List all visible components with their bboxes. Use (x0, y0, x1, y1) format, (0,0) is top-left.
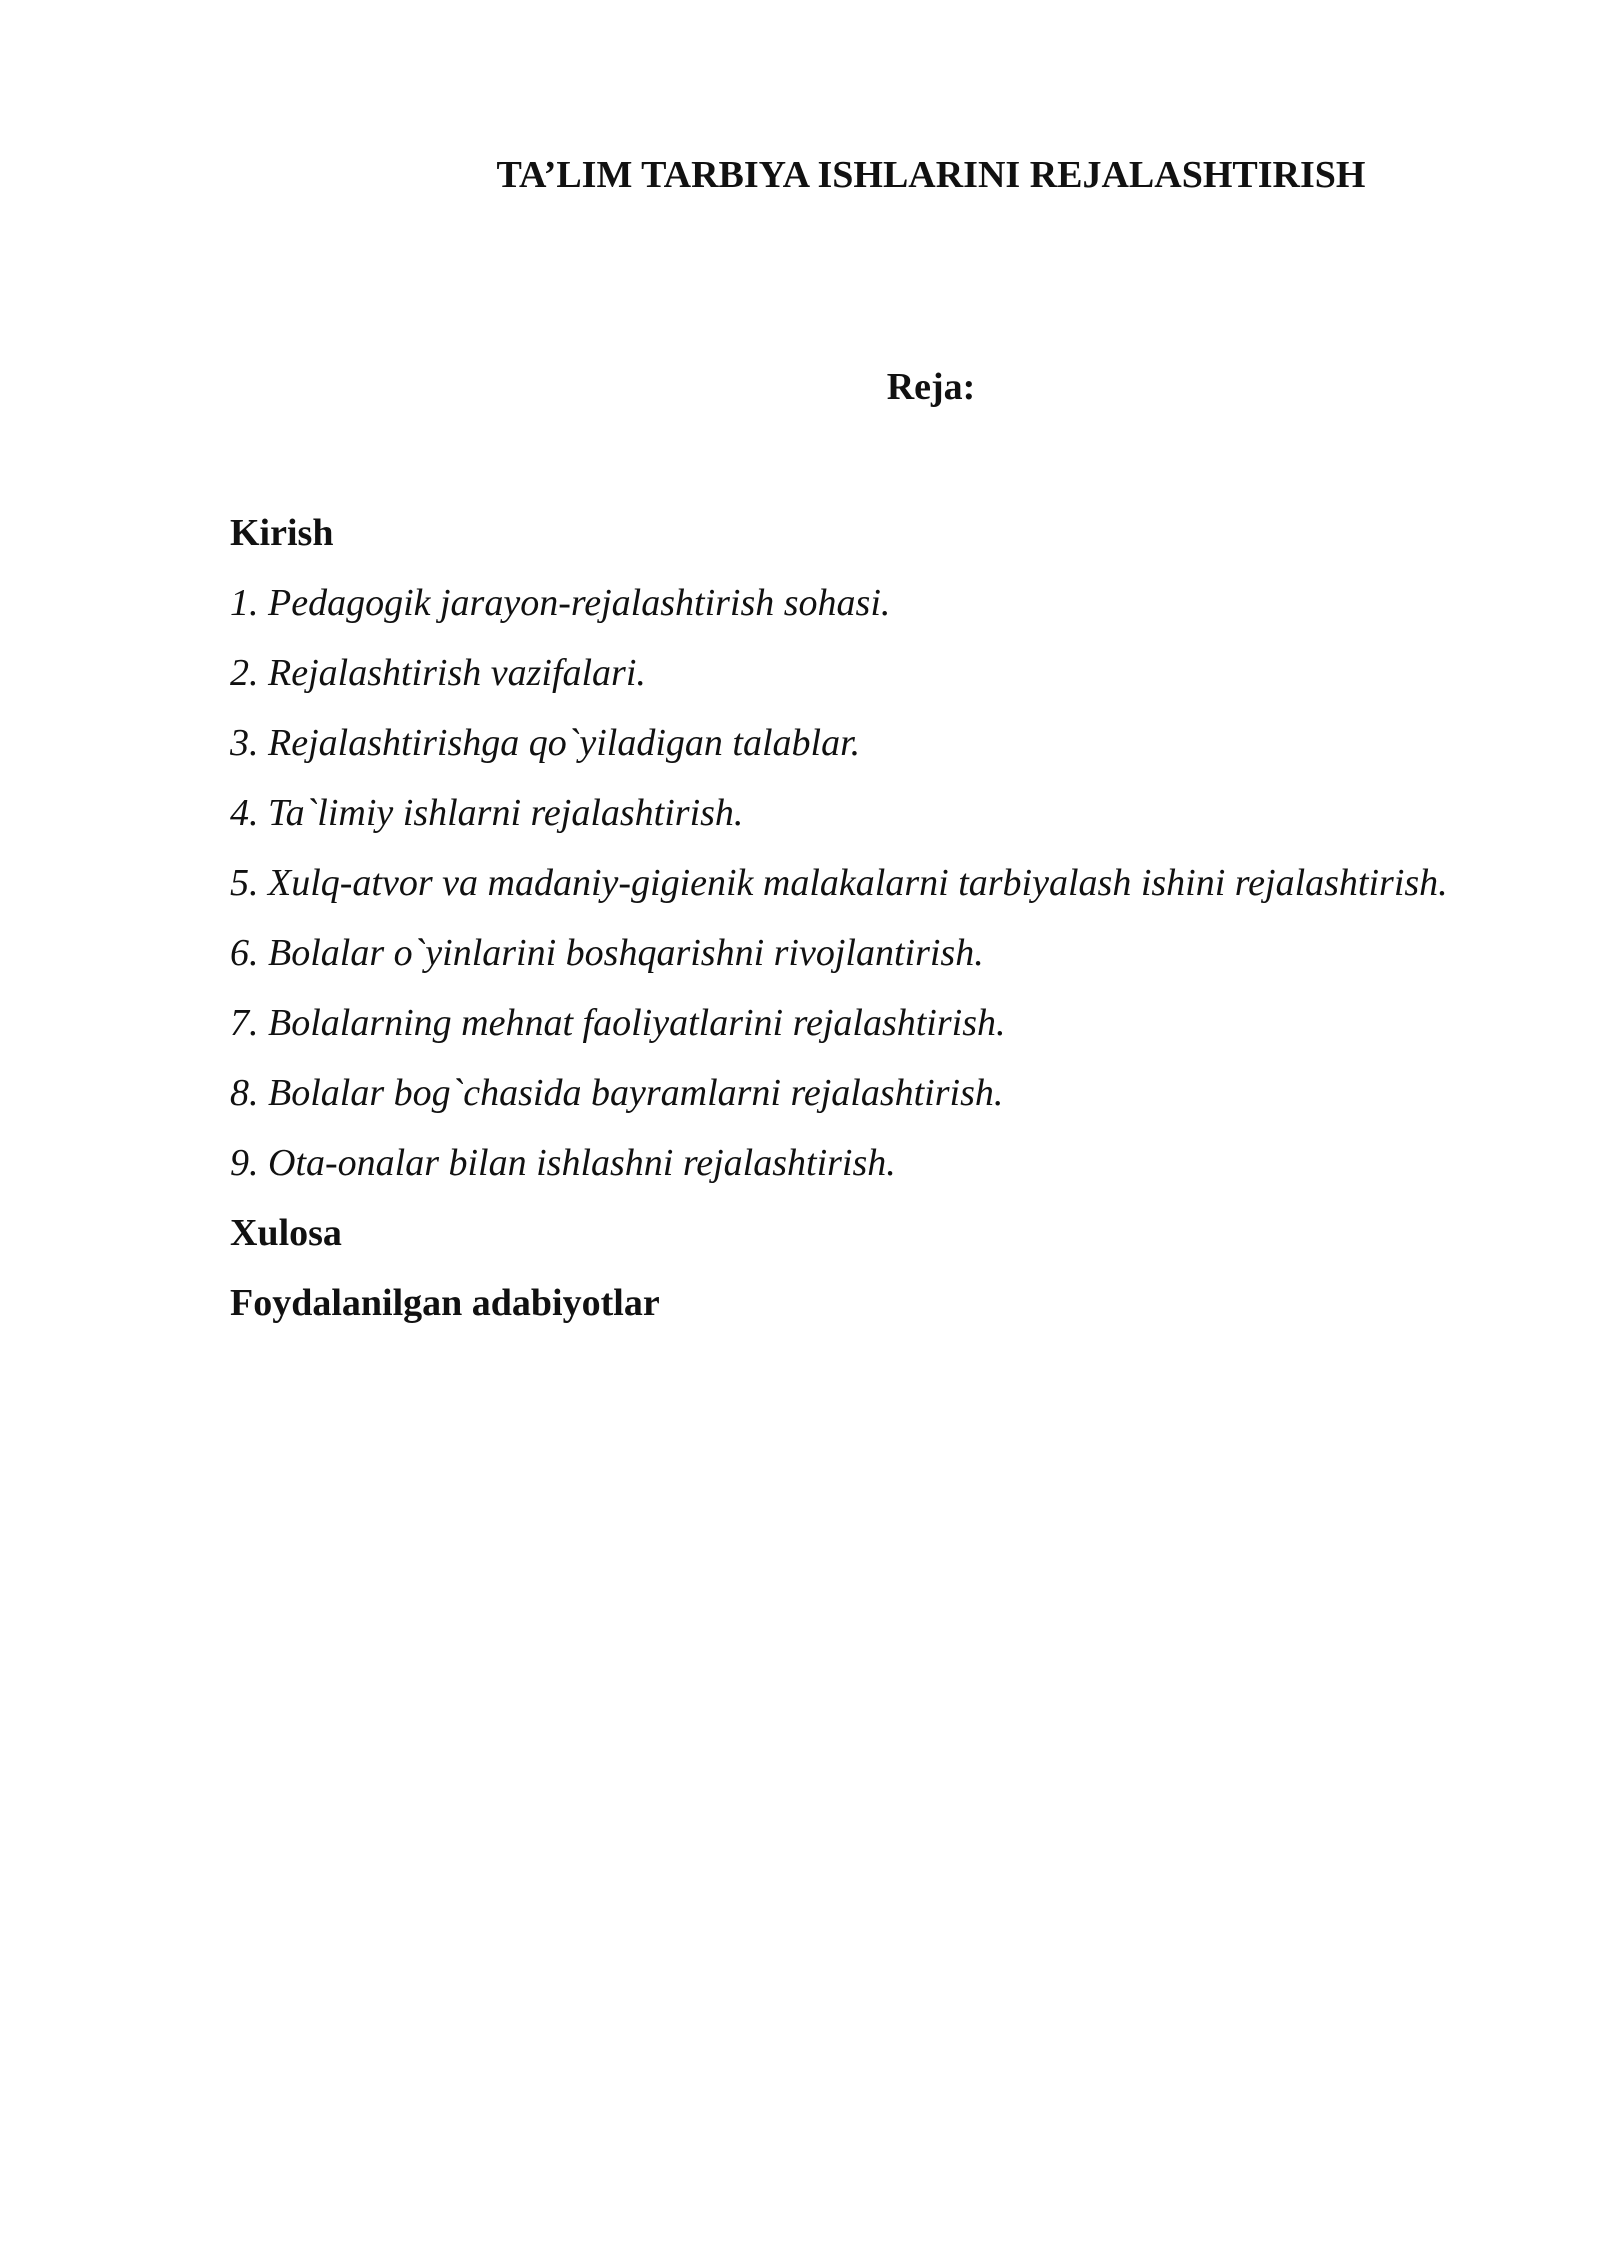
toc-item-6: 6. Bolalar o`yinlarini boshqarishni rivojlantirish. (230, 932, 984, 974)
toc-item-4: 4. Ta`limiy ishlarni rejalashtirish. (230, 792, 744, 834)
toc-item-9: 9. Ota-onalar bilan ishlashni rejalashtirish. (230, 1142, 896, 1184)
plan-heading: Reja: (886, 366, 976, 408)
toc-item-7: 7. Bolalarning mehnat faoliyatlarini rejalashtirish. (230, 1002, 1006, 1044)
toc-item-1: 1. Pedagogik jarayon-rejalashtirish sohasi. (230, 582, 891, 624)
toc-conclusion: Xulosa (230, 1212, 342, 1254)
toc-item-2: 2. Rejalashtirish vazifalari. (230, 652, 646, 694)
toc-item-8: 8. Bolalar bog`chasida bayramlarni rejalashtirish. (230, 1072, 1004, 1114)
table-of-contents (230, 498, 1490, 1338)
toc-item-5: 5. Xulq-atvor va madaniy-gigienik malakalarni tarbiyalash ishini rejalashtirish. (230, 862, 1448, 904)
document-title: TA’LIM TARBIYA ISHLARINI REJALASHTIRISH (496, 154, 1366, 196)
toc-references: Foydalanilgan adabiyotlar (230, 1282, 660, 1324)
toc-intro: Kirish (230, 512, 334, 554)
toc-item-3: 3. Rejalashtirishga qo`yiladigan talablar. (230, 722, 861, 764)
